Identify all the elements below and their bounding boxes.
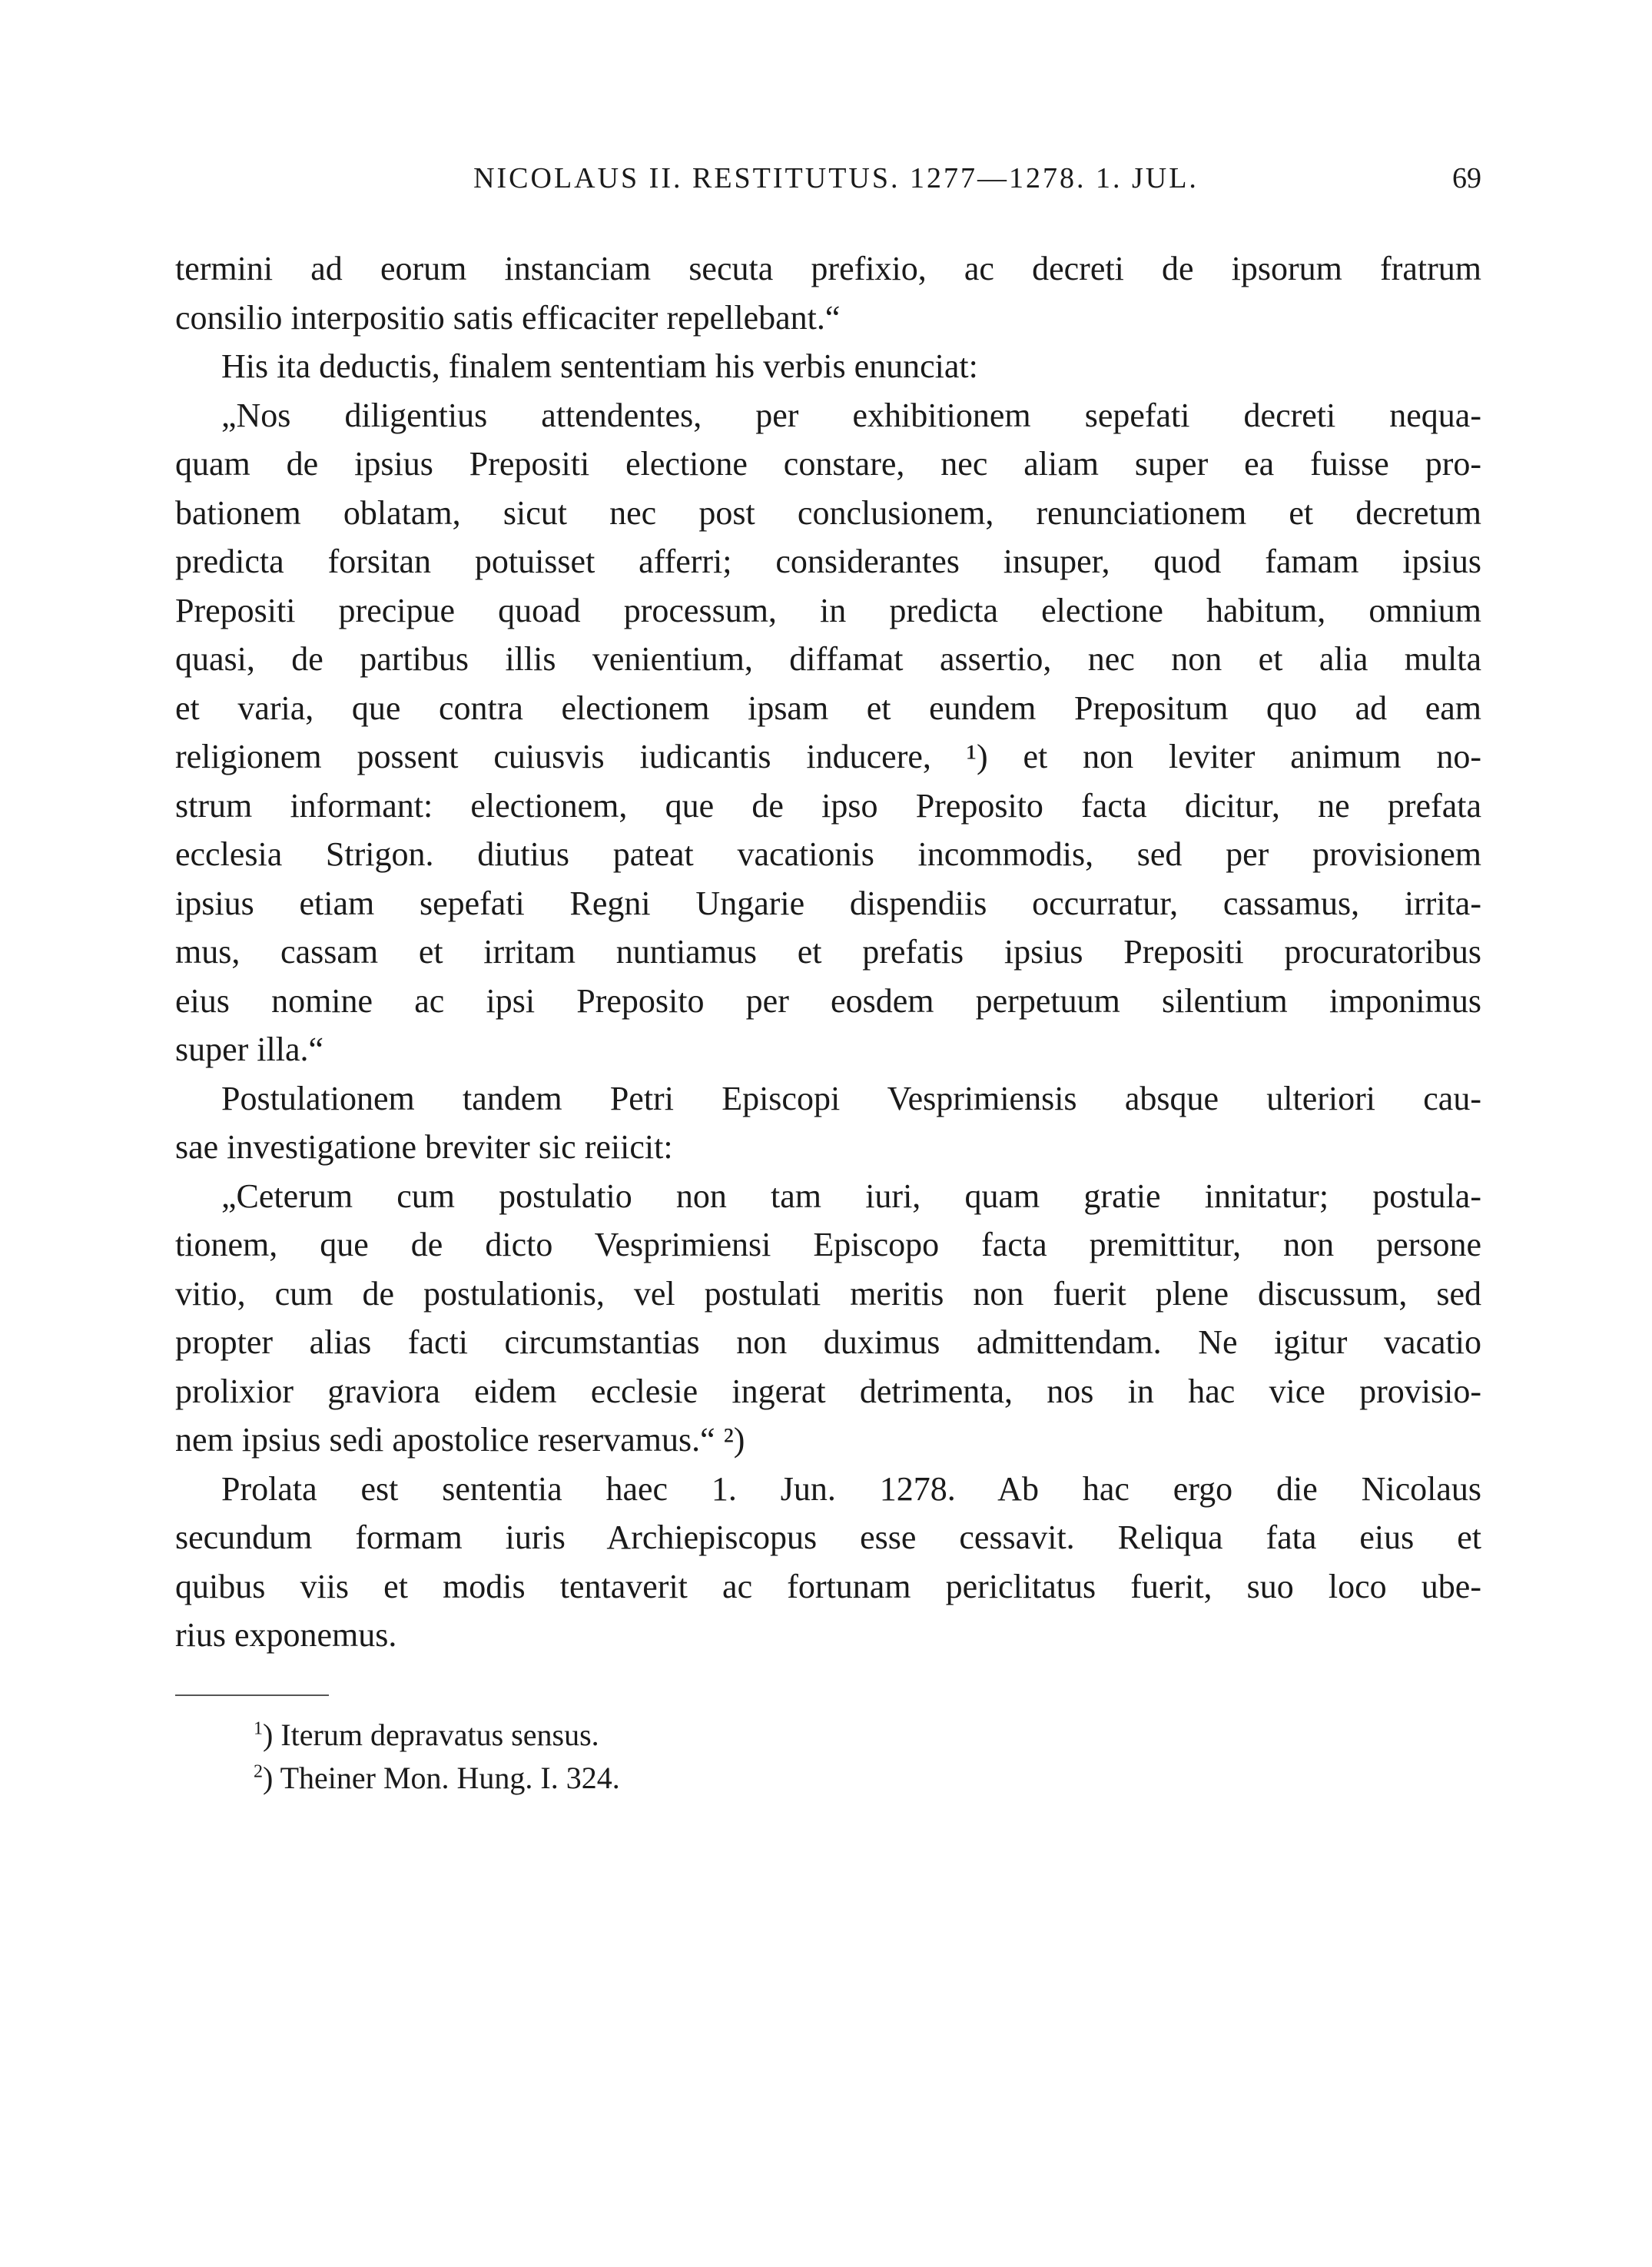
footnote	[254, 1714, 1176, 1757]
text-line: prolixior graviora eidem ecclesie ingerat detrimenta, nos in hac vice provisio-	[175, 1372, 1481, 1410]
text-line: ecclesia Strigon. diutius pateat vacationis incommodis, sed per provisionem	[175, 835, 1481, 873]
text-line: religionem possent cuiusvis iudicantis inducere, ¹) et non leviter animum no-	[175, 738, 1481, 775]
text-line: predicta forsitan potuisset afferri; considerantes insuper, quod famam ipsius	[175, 543, 1481, 580]
text-line: strum informant: electionem, que de ipso Preposito facta dicitur, ne prefata	[175, 786, 1481, 825]
text-line: consilio interpositio satis efficaciter repellebant.“	[175, 298, 841, 337]
text-line: quasi, de partibus illis venientium, diffamat assertio, nec non et alia multa	[175, 640, 1481, 678]
page-number: 69	[1452, 162, 1481, 194]
text-line: Prepositi precipue quoad processum, in predicta electione habitum, omnium	[175, 591, 1481, 629]
text-line: tionem, que de dicto Vesprimiensi Episcopo facta premittitur, non persone	[175, 1226, 1481, 1263]
footnotes	[254, 1714, 1176, 1800]
text-line: vitio, cum de postulationis, vel postulati meritis non fuerit plene discussum, sed	[175, 1274, 1481, 1313]
text-line: et varia, que contra electionem ipsam et eundem Prepositum quo ad eam	[175, 689, 1481, 727]
footnote-text: ) Theiner Mon. Hung. I. 324.	[263, 1761, 620, 1795]
text-line: Prolata est sententia haec 1. Jun. 1278. Ab hac ergo die Nicolaus	[221, 1469, 1481, 1508]
text-line: „Ceterum cum postulatio non tam iuri, quam gratie innitatur; postula-	[221, 1177, 1481, 1215]
text-line: eius nomine ac ipsi Preposito per eosdem perpetuum silentium imponimus	[175, 981, 1481, 1020]
footnote	[254, 1757, 1176, 1800]
text-line: rius exponemus.	[175, 1616, 397, 1654]
running-head: NICOLAUS II. RESTITUTUS. 1277—1278. 1. JUL.	[473, 162, 1199, 194]
page-header	[175, 161, 1481, 207]
main-text	[175, 244, 1481, 1660]
text-line: „Nos diligentius attendentes, per exhibitionem sepefati decreti nequa-	[221, 396, 1481, 434]
text-line: nem ipsius sedi apostolice reservamus.“ ²)	[175, 1421, 745, 1459]
text-line: super illa.“	[175, 1031, 324, 1068]
text-line: termini ad eorum instanciam secuta prefixio, ac decreti de ipsorum fratrum	[175, 250, 1481, 287]
footnote-mark: 2	[254, 1761, 263, 1782]
footnote-text: ) Iterum depravatus sensus.	[263, 1718, 599, 1752]
text-line: His ita deductis, finalem sententiam his verbis enunciat:	[221, 347, 978, 385]
text-line: mus, cassam et irritam nuntiamus et prefatis ipsius Prepositi procuratoribus	[175, 933, 1481, 971]
text-line: bationem oblatam, sicut nec post conclusionem, renunciationem et decretum	[175, 493, 1481, 532]
text-line: propter alias facti circumstantias non duximus admittendam. Ne igitur vacatio	[175, 1323, 1481, 1361]
text-line: ipsius etiam sepefati Regni Ungarie dispendiis occurratur, cassamus, irrita-	[175, 884, 1481, 922]
footnote-mark: 1	[254, 1718, 263, 1739]
text-line: quibus viis et modis tentaverit ac fortunam periclitatus fuerit, suo loco ube-	[175, 1567, 1481, 1605]
text-line: secundum formam iuris Archiepiscopus esse cessavit. Reliqua fata eius et	[175, 1519, 1481, 1556]
text-line: sae investigatione breviter sic reiicit:	[175, 1128, 673, 1166]
text-line: quam de ipsius Prepositi electione constare, nec aliam super ea fuisse pro-	[175, 445, 1481, 483]
footnote-divider	[175, 1694, 329, 1696]
text-line: Postulationem tandem Petri Episcopi Vesprimiensis absque ulteriori cau-	[221, 1079, 1481, 1117]
